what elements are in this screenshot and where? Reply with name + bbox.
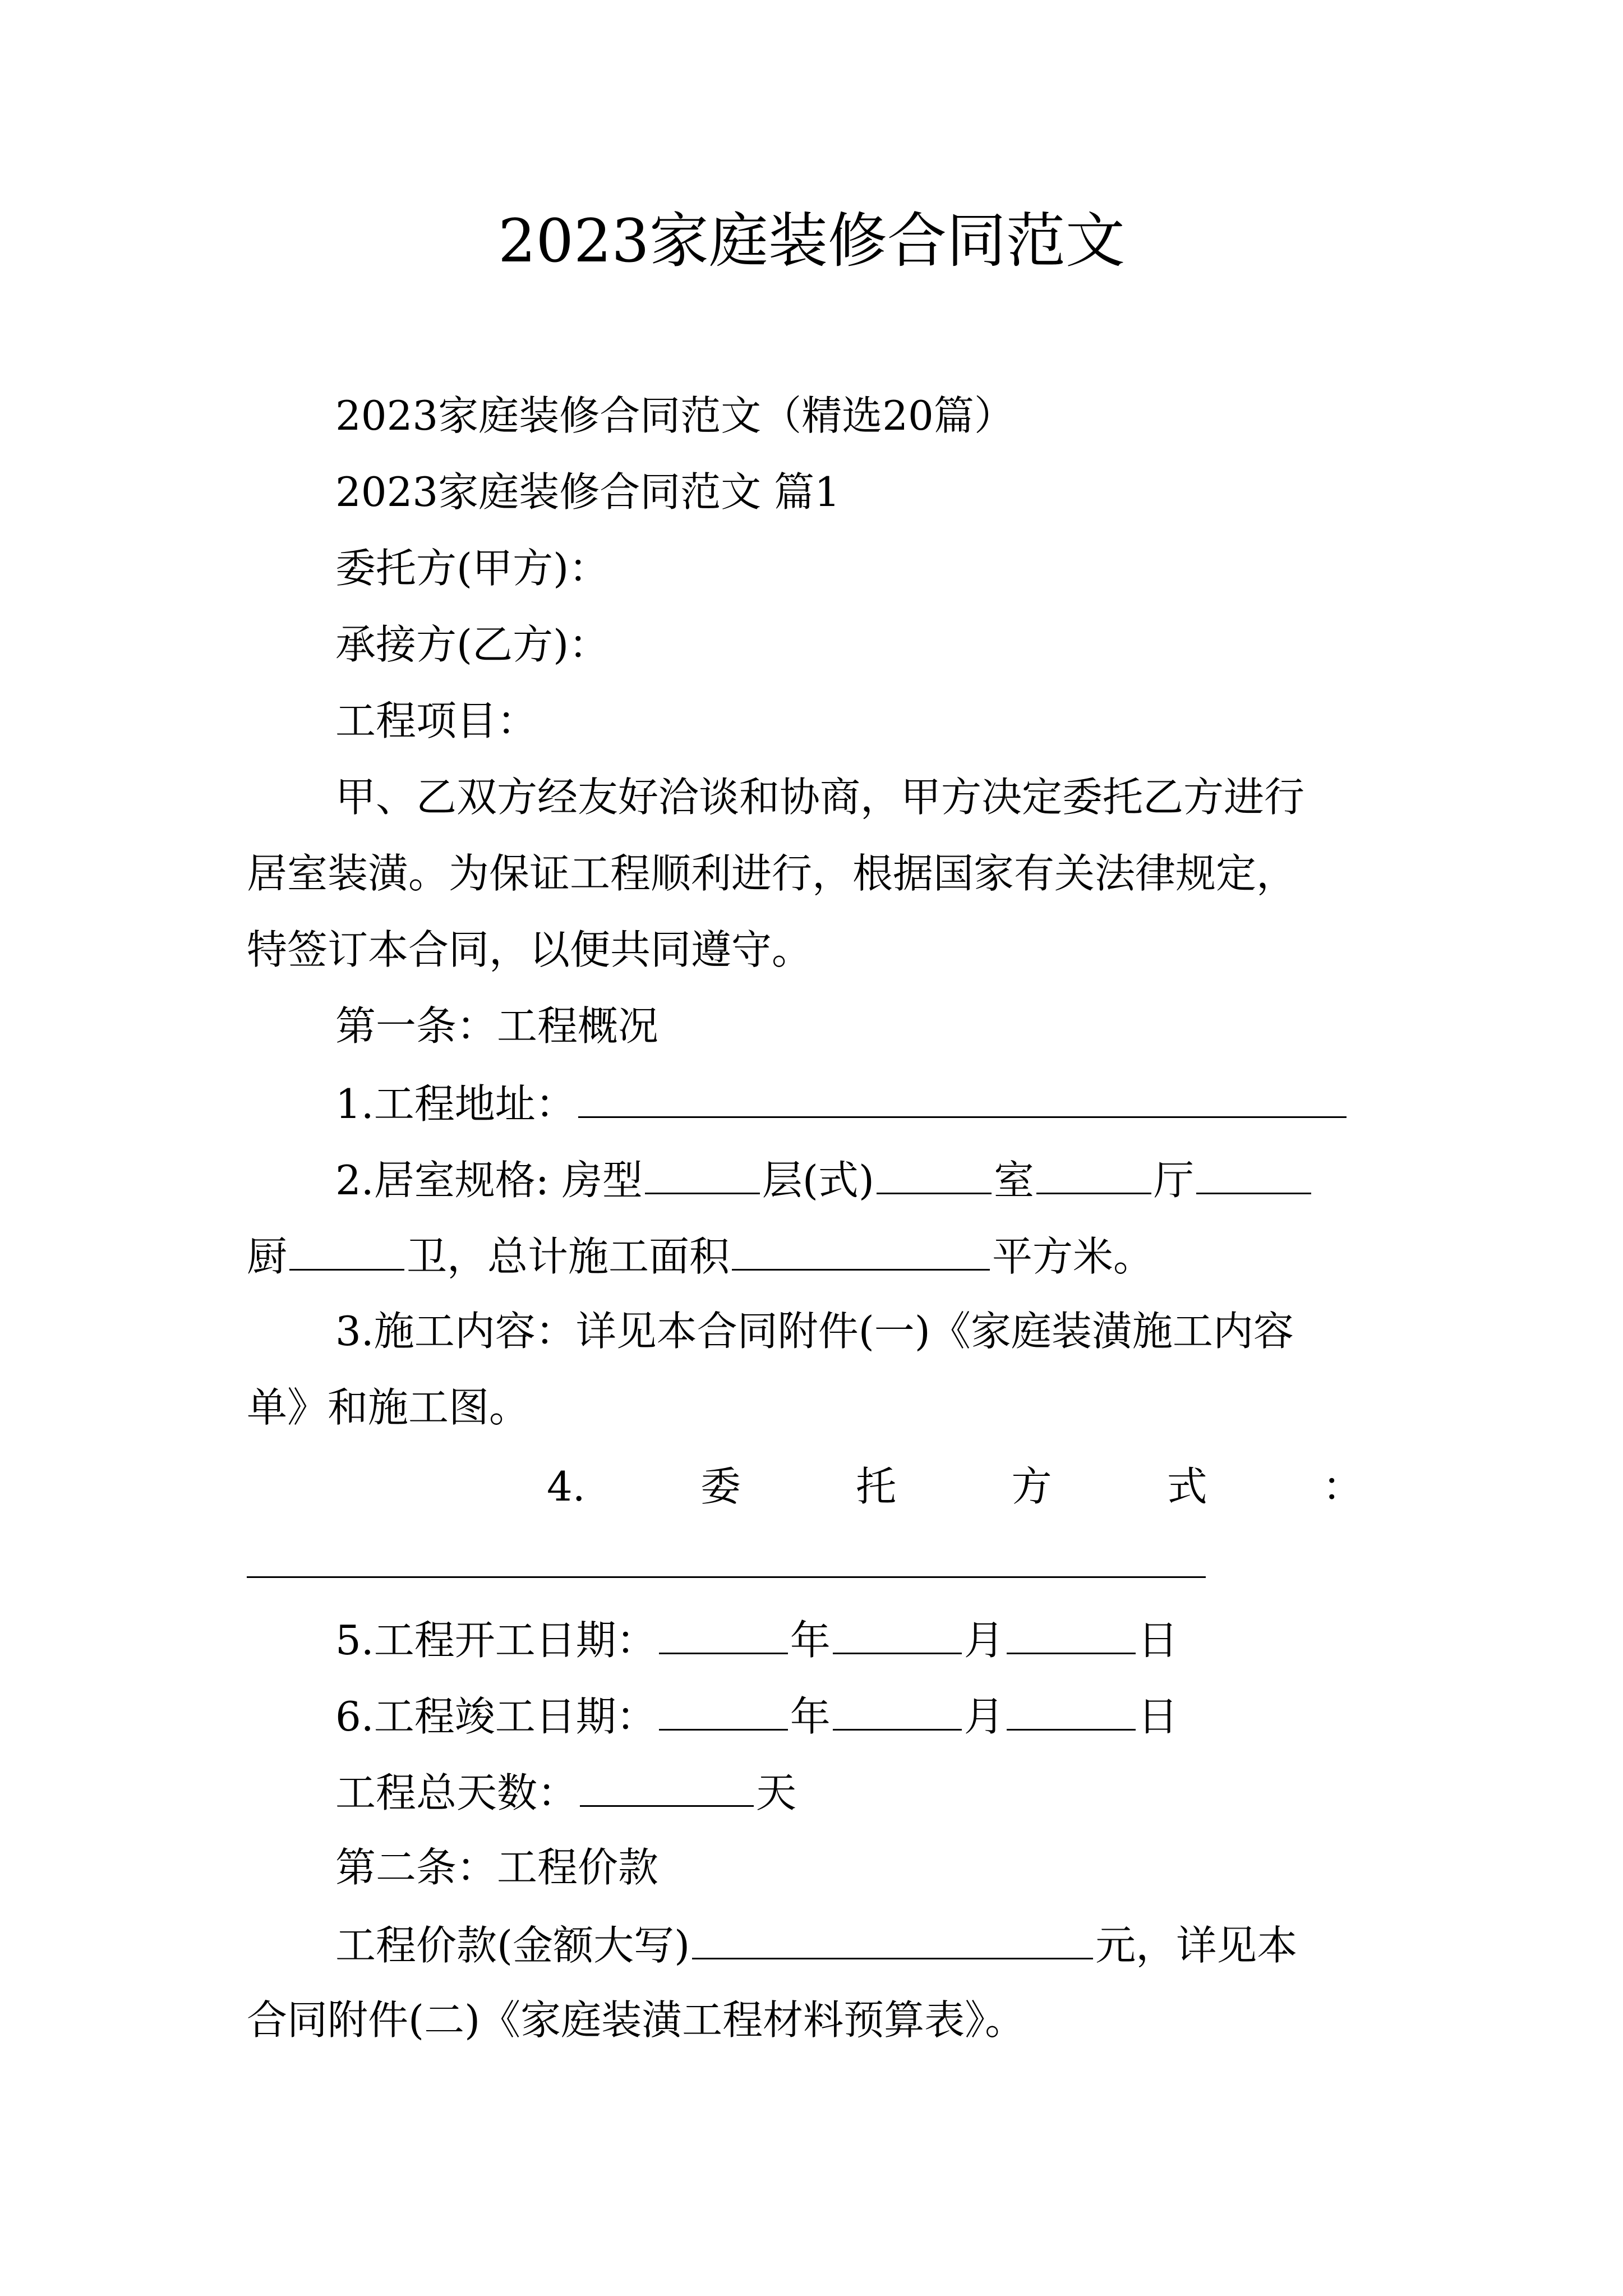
document-title: 2023家庭装修合同范文 [498, 206, 1125, 275]
item-3-line: 单》和施工图。 [247, 1384, 530, 1431]
intro-line: 居室装潢。为保证工程顺利进行，根据国家有关法律规定， [247, 850, 1297, 897]
intro-line: 甲、乙双方经友好洽谈和协商，甲方决定委托乙方进行 [335, 774, 1305, 821]
end-month-blank [833, 1684, 962, 1731]
floor-label: 层(式) [762, 1157, 875, 1204]
item-4-method [547, 1456, 1363, 1517]
address-blank [578, 1071, 1347, 1118]
item-2-spec [335, 1148, 1313, 1209]
year-label: 年 [790, 1693, 831, 1740]
item-2-lead: 2.居室规格: 房型 [335, 1157, 643, 1204]
day-label: 日 [1137, 1693, 1178, 1740]
year-label: 年 [790, 1617, 831, 1664]
end-year-blank [659, 1684, 788, 1731]
item-1-address [335, 1071, 1349, 1133]
item-4-char: 4. [547, 1463, 585, 1510]
end-day-blank [1007, 1684, 1136, 1731]
party-b-line: 承接方(乙方)： [335, 621, 610, 668]
intro-line: 特签订本合同，以便共同遵守。 [247, 926, 813, 973]
project-line: 工程项目： [335, 697, 538, 744]
item-4-char: ： [1322, 1463, 1363, 1510]
start-day-blank [1007, 1608, 1136, 1654]
start-year-blank [659, 1608, 788, 1654]
price-blank [692, 1913, 1093, 1959]
start-month-blank [833, 1608, 962, 1654]
month-label: 月 [963, 1693, 1004, 1740]
price-label: 工程价款(金额大写) [335, 1922, 690, 1969]
item-2-spec-cont [247, 1224, 1154, 1286]
subtitle: 2023家庭装修合同范文（精选20篇） [335, 392, 1015, 439]
article-1-heading: 第一条：工程概况 [335, 1002, 659, 1050]
part-heading: 2023家庭装修合同范文 篇1 [335, 468, 840, 516]
item-4-char: 方 [1011, 1463, 1052, 1510]
room-blank [1036, 1148, 1151, 1194]
total-days-unit: 天 [756, 1769, 797, 1816]
item-4-char: 托 [856, 1463, 897, 1510]
item-5-label: 5.工程开工日期： [335, 1617, 657, 1664]
kitchen-label: 厨 [247, 1233, 288, 1280]
item-4-char: 委 [700, 1463, 741, 1510]
item-6-end-date [335, 1684, 1178, 1746]
item-6-label: 6.工程竣工日期： [335, 1693, 657, 1740]
room-label: 室 [994, 1157, 1035, 1204]
price-line-cont: 合同附件(二)《家庭装潢工程材料预算表》。 [247, 1996, 1026, 2044]
hall-label: 厅 [1154, 1157, 1195, 1204]
price-tail: 元，详见本 [1095, 1922, 1298, 1969]
item-4-blank-line [247, 1576, 1206, 1578]
total-days-label: 工程总天数： [335, 1769, 578, 1816]
party-a-line: 委托方(甲方)： [335, 545, 610, 592]
area-unit: 平方米。 [992, 1233, 1154, 1280]
floor-blank [877, 1148, 992, 1194]
article-2-heading: 第二条：工程价款 [335, 1844, 659, 1891]
item-4-char: 式 [1166, 1463, 1207, 1510]
day-label: 日 [1137, 1617, 1178, 1664]
item-5-start-date [335, 1608, 1178, 1669]
price-line [335, 1913, 1297, 1975]
house-type-blank [645, 1148, 760, 1194]
item-1-label: 1.工程地址： [335, 1080, 576, 1128]
bath-label: 卫，总计施工面积 [407, 1233, 730, 1280]
kitchen-blank [289, 1224, 404, 1271]
month-label: 月 [963, 1617, 1004, 1664]
total-days-blank [580, 1760, 754, 1807]
item-3-line: 3.施工内容：详见本合同附件(一)《家庭装潢施工内容 [335, 1308, 1294, 1355]
area-blank [732, 1224, 990, 1271]
hall-blank [1196, 1148, 1311, 1194]
total-days [335, 1760, 796, 1822]
